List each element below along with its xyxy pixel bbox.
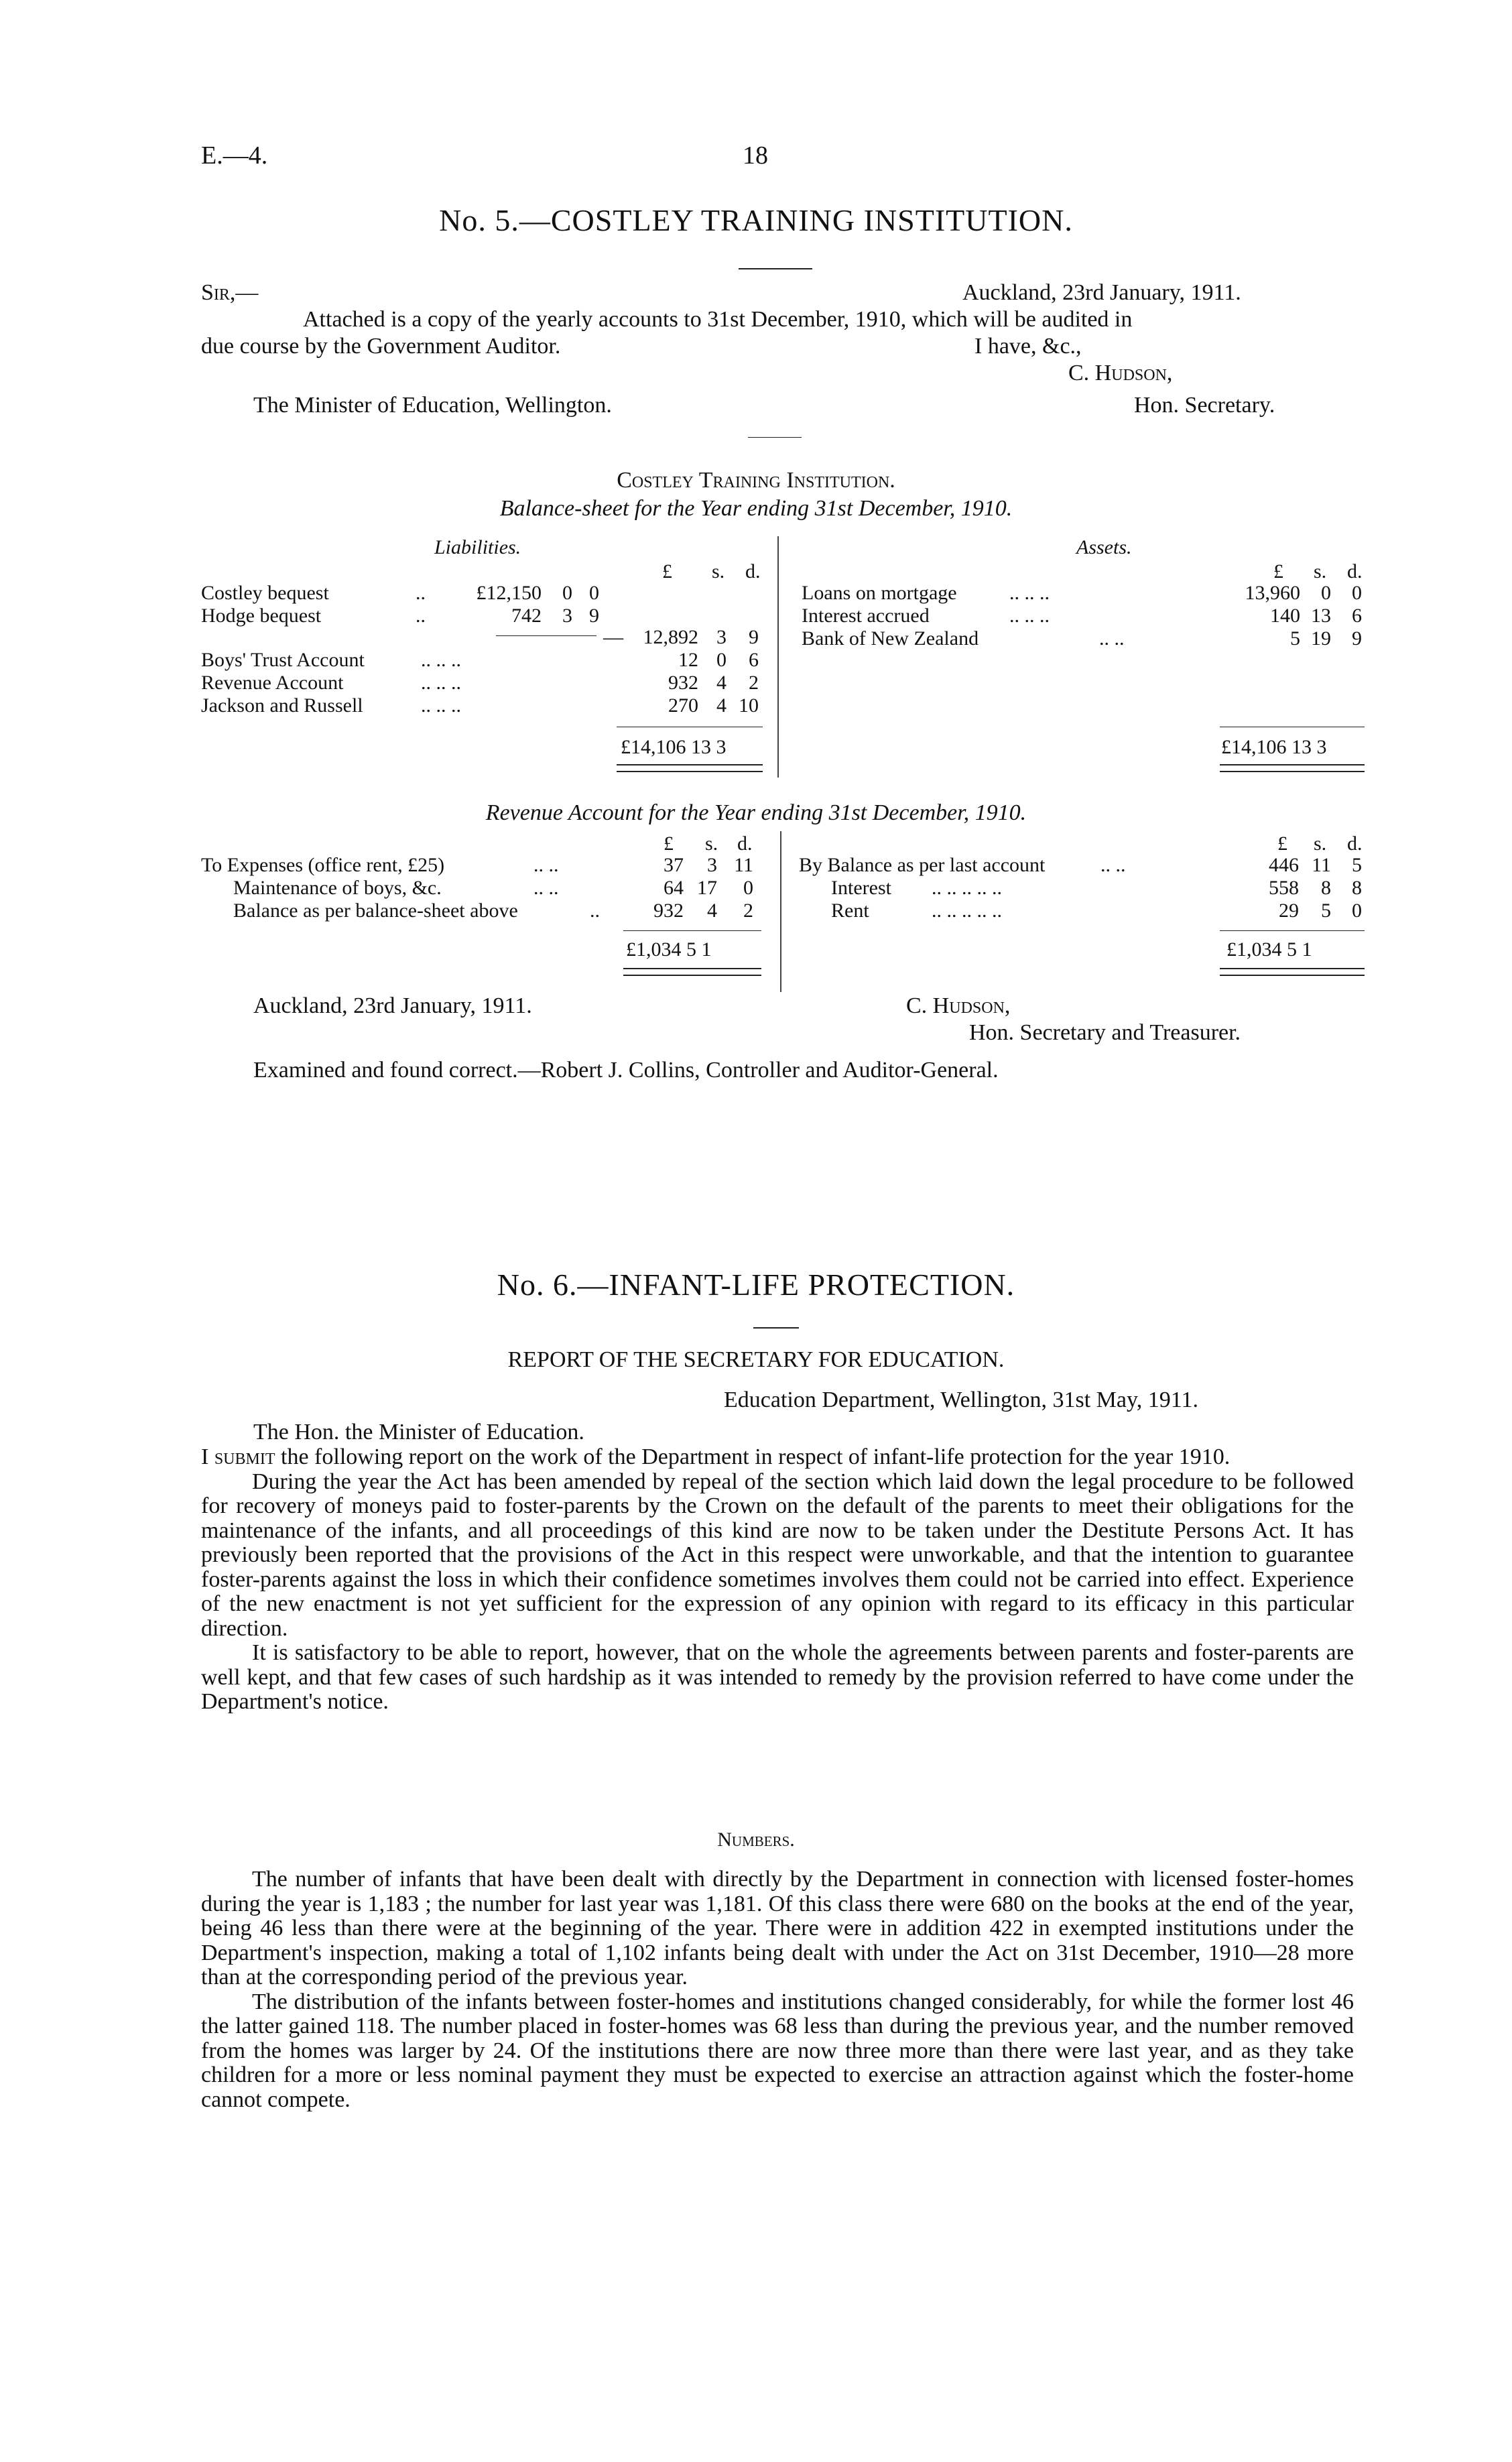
report-title: REPORT OF THE SECRETARY FOR EDUCATION. <box>507 1347 1005 1372</box>
asset-col-shillings: s. <box>1314 560 1327 582</box>
row-pence: 0 <box>589 582 599 604</box>
letter-line-2: due course by the Government Auditor. <box>201 334 561 359</box>
row-shillings: 5 <box>1321 900 1331 922</box>
rev-col-pence-right: d. <box>1347 833 1363 855</box>
row-leader: .. .. <box>1099 627 1125 650</box>
row-pounds: 29 <box>1279 900 1299 922</box>
row-label: Balance as per balance-sheet above <box>233 900 518 922</box>
row-leader: .. .. <box>533 854 559 876</box>
rev-left-total-double-rule <box>623 968 761 976</box>
revenue-left-total: £1,034 5 1 <box>626 938 712 961</box>
row-pence: 2 <box>743 900 753 922</box>
title-divider <box>739 268 812 269</box>
infant-title-divider <box>753 1327 799 1329</box>
row-pence: 11 <box>734 854 753 876</box>
report-addressee: The Hon. the Minister of Education. <box>253 1420 584 1444</box>
row-label: Interest accrued <box>802 605 930 627</box>
row-pence: 5 <box>1352 854 1362 876</box>
letter-place-date: Auckland, 23rd January, 1911. <box>962 280 1241 305</box>
row-pence: 9 <box>589 605 599 627</box>
row-pounds: 37 <box>664 854 684 876</box>
liabilities-total: £14,106 13 3 <box>621 736 727 758</box>
row-leader: .. <box>590 900 600 922</box>
row-leader: .. .. .. <box>421 672 461 694</box>
asset-total-double-rule <box>1220 764 1365 772</box>
row-leader: .. .. <box>1100 854 1126 876</box>
row-pounds: 5 <box>1290 627 1300 650</box>
rev-right-total-double-rule <box>1220 968 1365 976</box>
subtotal-dash: — <box>603 626 623 648</box>
row-label: By Balance as per last account <box>799 854 1046 876</box>
footer-signer: C. Hudson, <box>906 993 1011 1018</box>
row-shillings: 4 <box>716 694 727 717</box>
row-leader: .. .. .. <box>1009 605 1050 627</box>
row-shillings: 0 <box>716 649 727 671</box>
row-pounds: 932 <box>653 900 684 922</box>
report-body <box>201 1445 1354 1715</box>
row-shillings: 19 <box>1311 627 1331 650</box>
row-shillings: 13 <box>1311 605 1331 627</box>
row-pounds: 558 <box>1269 877 1299 899</box>
letter-divider <box>748 437 802 438</box>
liab-col-pence: d. <box>745 560 761 582</box>
row-pence: 6 <box>1352 605 1362 627</box>
letter-recipient: The Minister of Education, Wellington. <box>253 393 612 418</box>
paragraph-text: the following report on the work of the Department in respect of infant-life protection for the year 1910. <box>281 1444 1231 1469</box>
letter-closing: I have, &c., <box>974 334 1082 359</box>
rev-col-pounds-right: £ <box>1277 833 1287 855</box>
row-pence: 8 <box>1352 877 1362 899</box>
row-pounds: 64 <box>664 877 684 899</box>
rev-col-pence: d. <box>737 833 753 855</box>
rev-col-shillings: s. <box>705 833 718 855</box>
row-label: Revenue Account <box>201 672 344 694</box>
footer-place-date: Auckland, 23rd January, 1911. <box>253 993 532 1018</box>
row-shillings: 3 <box>716 626 727 648</box>
subtotal-rule <box>496 635 596 636</box>
row-leader: .. .. .. <box>421 649 461 671</box>
row-pence: 2 <box>749 672 759 694</box>
row-shillings: 8 <box>1321 877 1331 899</box>
row-label: Maintenance of boys, &c. <box>233 877 442 899</box>
asset-col-pounds: £ <box>1273 560 1283 582</box>
assets-label: Assets. <box>1076 536 1132 558</box>
row-pence: 0 <box>1352 582 1362 604</box>
letter-line-1: Attached is a copy of the yearly accounts to 31st December, 1910, which will be audited in <box>303 307 1133 332</box>
row-label: Jackson and Russell <box>201 694 363 717</box>
column-divider <box>777 536 779 778</box>
row-shillings: 4 <box>716 672 727 694</box>
row-pounds: 446 <box>1269 854 1299 876</box>
rev-right-total-rule <box>1220 930 1365 931</box>
row-shillings: 4 <box>707 900 717 922</box>
rev-left-total-rule <box>623 930 761 931</box>
numbers-heading: Numbers. <box>717 1829 795 1851</box>
letter-signer-title: Hon. Secretary. <box>1134 393 1275 418</box>
row-pounds: 13,960 <box>1245 582 1300 604</box>
row-pounds: 742 <box>511 605 542 627</box>
row-pounds: 140 <box>1270 605 1300 627</box>
letter-salutation: Sir,— <box>201 280 259 305</box>
row-label: Rent <box>831 900 869 922</box>
row-pounds: 12 <box>678 649 698 671</box>
row-label: Costley bequest <box>201 582 329 604</box>
row-shillings: 17 <box>697 877 717 899</box>
rev-col-shillings-right: s. <box>1314 833 1327 855</box>
column-divider <box>780 831 781 992</box>
row-label: Boys' Trust Account <box>201 649 365 671</box>
asset-col-pence: d. <box>1347 560 1363 582</box>
row-shillings: 3 <box>707 854 717 876</box>
row-pence: 6 <box>749 649 759 671</box>
page-reference: E.—4. <box>201 141 268 170</box>
report-place-date: Education Department, Wellington, 31st May, 1911. <box>724 1388 1198 1412</box>
revenue-subheading: Revenue Account for the Year ending 31st December, 1910. <box>485 800 1027 825</box>
row-label: Loans on mortgage <box>802 582 957 604</box>
row-pence: 0 <box>1352 900 1362 922</box>
row-leader: .. .. .. <box>421 694 461 717</box>
revenue-right-total: £1,034 5 1 <box>1226 938 1312 961</box>
row-shillings: 11 <box>1312 854 1331 876</box>
row-label: Interest <box>831 877 891 899</box>
letter-signer: C. Hudson, <box>1068 361 1173 385</box>
row-shillings: 0 <box>1321 582 1331 604</box>
row-label: To Expenses (office rent, £25) <box>201 854 445 876</box>
row-pounds: £12,150 <box>476 582 542 604</box>
row-pence: 10 <box>739 694 759 717</box>
page-number: 18 <box>743 141 768 170</box>
row-pounds: 932 <box>668 672 698 694</box>
row-pounds: 270 <box>668 694 698 717</box>
liab-total-double-rule <box>617 764 763 772</box>
paragraph: During the year the Act has been amended by repeal of the section which laid down the legal procedure to be followed for recovery of moneys paid to foster-parents by the Crown on the default of the parents to meet their obligations for the maintenance of the infants, and all proceedings of this kind are now to be taken under the Destitute Persons Act. It has previously been reported that the provisions of the Act in this respect were unworkable, and that the intention to guarantee foster-parents against the loss in which their confidence sometimes involves them could not be carried into effect. Experience of the new enactment is not yet sufficient for the expression of any opinion with regard to its efficacy in this particular direction. <box>201 1469 1354 1641</box>
row-pence: 9 <box>749 626 759 648</box>
balance-subheading: Balance-sheet for the Year ending 31st December, 1910. <box>499 496 1013 521</box>
liab-col-shillings: s. <box>712 560 725 582</box>
infant-title: No. 6.—INFANT-LIFE PROTECTION. <box>497 1268 1015 1302</box>
assets-total: £14,106 13 3 <box>1221 736 1327 758</box>
row-leader: .. <box>416 605 426 627</box>
row-shillings: 0 <box>562 582 572 604</box>
paragraph <box>201 1445 1354 1470</box>
row-shillings: 3 <box>562 605 572 627</box>
examined-statement: Examined and found correct.—Robert J. Collins, Controller and Auditor-General. <box>253 1058 999 1083</box>
numbers-body <box>201 1867 1354 2112</box>
paragraph: The number of infants that have been dealt with directly by the Department in connection with licensed foster-homes during the year is 1,183 ; the number for last year was 1,181. Of this class there were 680 on the books at the end of the year, being 46 less than there were at the beginning of the year. There were in addition 422 in exempted institutions under the Department's inspection, making a total of 1,102 infants being dealt with under the Act on 31st December, 1910—28 more than at the corresponding period of the previous year. <box>201 1867 1354 1989</box>
liabilities-label: Liabilities. <box>434 536 521 558</box>
paragraph: The distribution of the infants between foster-homes and institutions changed considerably, for while the former lost 46 the latter gained 118. The number placed in foster-homes was 68 less than during the previous year, and the number removed from the homes was larger by 24. Of the institutions there are now three more than there were last year, and as they take children for a more or less nominal payment they must be expected to exercise an attraction against which the foster-home cannot compete. <box>201 1989 1354 2112</box>
costley-title: No. 5.—COSTLEY TRAINING INSTITUTION. <box>439 203 1073 237</box>
row-label: Bank of New Zealand <box>802 627 979 650</box>
paragraph-lead: I submit <box>201 1444 275 1469</box>
row-label: Hodge bequest <box>201 605 322 627</box>
row-leader: .. .. .. .. .. <box>932 877 1002 899</box>
footer-signer-title: Hon. Secretary and Treasurer. <box>969 1020 1241 1045</box>
balance-heading: Costley Training Institution. <box>617 468 895 493</box>
rev-col-pounds: £ <box>664 833 674 855</box>
row-leader: .. <box>416 582 426 604</box>
liab-col-pounds: £ <box>662 560 672 582</box>
row-leader: .. .. <box>533 877 559 899</box>
row-pence: 9 <box>1352 627 1362 650</box>
row-pounds: 12,892 <box>643 626 698 648</box>
paragraph: It is satisfactory to be able to report, however, that on the whole the agreements between parents and foster-parents are well kept, and that few cases of such hardship as it was intended to remedy by the provision referred to have come under the Department's notice. <box>201 1640 1354 1714</box>
row-leader: .. .. .. <box>1009 582 1050 604</box>
row-leader: .. .. .. .. .. <box>932 900 1002 922</box>
row-pence: 0 <box>743 877 753 899</box>
